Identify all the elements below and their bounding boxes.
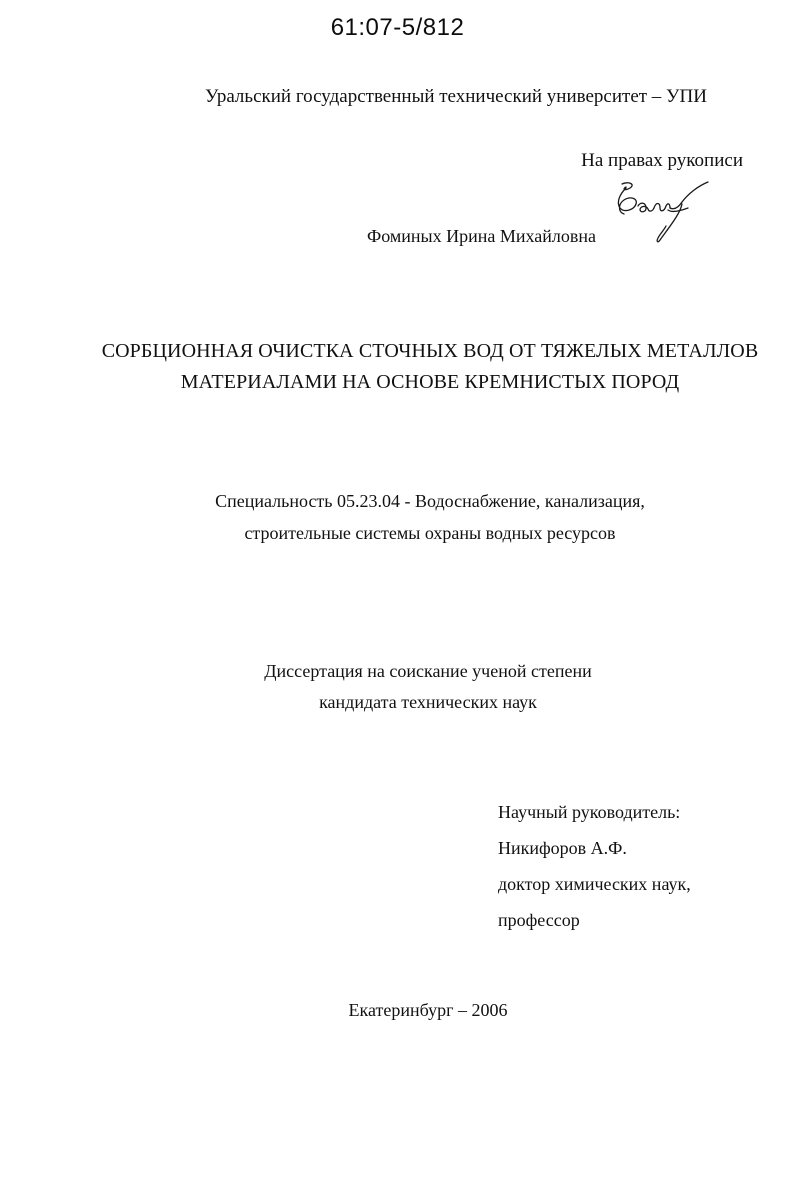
supervisor-rank: профессор: [498, 910, 580, 930]
specialty-line-1: Специальность 05.23.04 - Водоснабжение, канализация,: [215, 491, 645, 511]
degree-statement: [0, 656, 795, 718]
catalog-number: 61:07-5/812: [330, 14, 465, 41]
specialty-line-2: строительные системы охраны водных ресурсов: [244, 523, 616, 543]
handwritten-signature: [608, 180, 718, 250]
degree-line-2: кандидата технических наук: [319, 692, 537, 712]
specialty: [0, 485, 795, 549]
dissertation-title: [0, 336, 795, 398]
degree-line-1: Диссертация на соискание ученой степени: [264, 661, 592, 681]
rights-note: На правах рукописи: [581, 150, 743, 171]
city-year: Екатеринбург – 2006: [348, 1000, 508, 1020]
title-line-2: МАТЕРИАЛАМИ НА ОСНОВЕ КРЕМНИСТЫХ ПОРОД: [180, 371, 680, 393]
author-name: Фоминых Ирина Михайловна: [367, 226, 597, 246]
supervisor-label: Научный руководитель:: [498, 802, 681, 822]
supervisor-name: Никифоров А.Ф.: [498, 838, 627, 858]
title-line-1: СОРБЦИОННАЯ ОЧИСТКА СТОЧНЫХ ВОД ОТ ТЯЖЕЛЫХ МЕТАЛЛОВ: [101, 340, 759, 362]
university-name: Уральский государственный технический университет – УПИ: [205, 86, 707, 107]
supervisor-degree: доктор химических наук,: [498, 874, 691, 894]
supervisor-block: [498, 794, 691, 938]
